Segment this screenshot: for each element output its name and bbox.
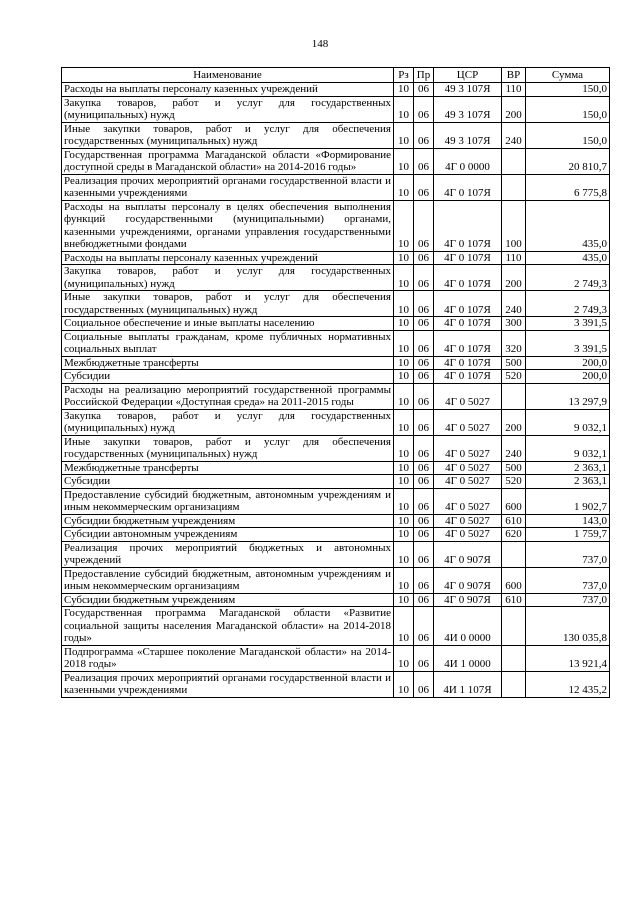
row-sum: 130 035,8 bbox=[526, 607, 610, 646]
page-number: 148 bbox=[311, 38, 329, 50]
row-pr: 06 bbox=[414, 593, 434, 607]
row-vr: 100 bbox=[502, 200, 526, 251]
row-pr: 06 bbox=[414, 370, 434, 384]
row-sum: 150,0 bbox=[526, 96, 610, 122]
row-pr: 06 bbox=[414, 96, 434, 122]
row-pr: 06 bbox=[414, 356, 434, 370]
column-header-csr: ЦСР bbox=[434, 68, 502, 83]
row-vr bbox=[502, 607, 526, 646]
row-name: Расходы на выплаты персоналу в целях обеспечения выполнения функций государственными (муниципальными) органами, казенными учреждениями, органами управления государственными внебюджетными фондами bbox=[62, 200, 394, 251]
row-sum: 3 391,5 bbox=[526, 317, 610, 331]
row-vr: 520 bbox=[502, 370, 526, 384]
row-csr: 4Г 0 907Я bbox=[434, 593, 502, 607]
row-pr: 06 bbox=[414, 461, 434, 475]
table-header-row bbox=[62, 68, 610, 83]
column-header-name: Наименование bbox=[62, 68, 394, 83]
row-vr: 600 bbox=[502, 488, 526, 514]
column-header-pr: Пр bbox=[414, 68, 434, 83]
row-name: Реализация прочих мероприятий органами государственной власти и казенными учреждениями bbox=[62, 671, 394, 697]
row-sum: 2 749,3 bbox=[526, 291, 610, 317]
row-name: Закупка товаров, работ и услуг для государственных (муниципальных) нужд bbox=[62, 265, 394, 291]
table-row bbox=[62, 671, 610, 697]
row-csr: 4Г 0 5027 bbox=[434, 514, 502, 528]
row-sum: 1 902,7 bbox=[526, 488, 610, 514]
table-row bbox=[62, 83, 610, 97]
table-row bbox=[62, 330, 610, 356]
row-rz: 10 bbox=[394, 514, 414, 528]
row-pr: 06 bbox=[414, 383, 434, 409]
row-csr: 4Г 0 5027 bbox=[434, 409, 502, 435]
table-row bbox=[62, 607, 610, 646]
row-rz: 10 bbox=[394, 671, 414, 697]
row-rz: 10 bbox=[394, 435, 414, 461]
table-row bbox=[62, 409, 610, 435]
budget-table bbox=[61, 67, 610, 698]
row-vr: 500 bbox=[502, 356, 526, 370]
table-row bbox=[62, 317, 610, 331]
row-csr: 4Г 0 5027 bbox=[434, 475, 502, 489]
row-rz: 10 bbox=[394, 488, 414, 514]
table-row bbox=[62, 645, 610, 671]
row-csr: 4Г 0 107Я bbox=[434, 200, 502, 251]
row-name: Межбюджетные трансферты bbox=[62, 461, 394, 475]
row-csr: 4Г 0 107Я bbox=[434, 317, 502, 331]
row-pr: 06 bbox=[414, 409, 434, 435]
table-row bbox=[62, 291, 610, 317]
table-row bbox=[62, 200, 610, 251]
table-row bbox=[62, 528, 610, 542]
row-pr: 06 bbox=[414, 645, 434, 671]
table-row bbox=[62, 593, 610, 607]
column-header-rz: Рз bbox=[394, 68, 414, 83]
row-rz: 10 bbox=[394, 330, 414, 356]
row-csr: 49 3 107Я bbox=[434, 96, 502, 122]
row-vr: 610 bbox=[502, 593, 526, 607]
row-pr: 06 bbox=[414, 514, 434, 528]
row-name: Расходы на выплаты персоналу казенных учреждений bbox=[62, 251, 394, 265]
row-pr: 06 bbox=[414, 488, 434, 514]
row-csr: 4Г 0 107Я bbox=[434, 174, 502, 200]
row-csr: 4Г 0 5027 bbox=[434, 383, 502, 409]
row-csr: 4Г 0 5027 bbox=[434, 461, 502, 475]
row-sum: 150,0 bbox=[526, 83, 610, 97]
row-name: Государственная программа Магаданской области «Развитие социальной защиты населения Магаданской области» на 2014-2018 годы» bbox=[62, 607, 394, 646]
row-pr: 06 bbox=[414, 122, 434, 148]
row-name: Межбюджетные трансферты bbox=[62, 356, 394, 370]
row-vr bbox=[502, 148, 526, 174]
row-csr: 4Г 0 107Я bbox=[434, 356, 502, 370]
row-sum: 9 032,1 bbox=[526, 409, 610, 435]
row-rz: 10 bbox=[394, 528, 414, 542]
row-sum: 1 759,7 bbox=[526, 528, 610, 542]
row-csr: 4Г 0 107Я bbox=[434, 330, 502, 356]
row-vr: 520 bbox=[502, 475, 526, 489]
row-csr: 4Г 0 107Я bbox=[434, 251, 502, 265]
row-csr: 4Г 0 907Я bbox=[434, 541, 502, 567]
row-sum: 737,0 bbox=[526, 567, 610, 593]
row-name: Предоставление субсидий бюджетным, автономным учреждениям и иным некоммерческим организациям bbox=[62, 567, 394, 593]
row-rz: 10 bbox=[394, 607, 414, 646]
row-sum: 150,0 bbox=[526, 122, 610, 148]
table-row bbox=[62, 356, 610, 370]
row-csr: 4И 1 107Я bbox=[434, 671, 502, 697]
row-csr: 49 3 107Я bbox=[434, 122, 502, 148]
row-name: Иные закупки товаров, работ и услуг для обеспечения государственных (муниципальных) нужд bbox=[62, 435, 394, 461]
row-vr bbox=[502, 645, 526, 671]
row-pr: 06 bbox=[414, 174, 434, 200]
row-sum: 143,0 bbox=[526, 514, 610, 528]
row-vr: 200 bbox=[502, 96, 526, 122]
row-sum: 13 297,9 bbox=[526, 383, 610, 409]
row-pr: 06 bbox=[414, 83, 434, 97]
row-sum: 435,0 bbox=[526, 251, 610, 265]
table-row bbox=[62, 265, 610, 291]
table-row bbox=[62, 148, 610, 174]
row-rz: 10 bbox=[394, 317, 414, 331]
row-rz: 10 bbox=[394, 541, 414, 567]
row-name: Субсидии бюджетным учреждениям bbox=[62, 514, 394, 528]
row-rz: 10 bbox=[394, 370, 414, 384]
row-sum: 12 435,2 bbox=[526, 671, 610, 697]
row-rz: 10 bbox=[394, 383, 414, 409]
row-rz: 10 bbox=[394, 461, 414, 475]
row-rz: 10 bbox=[394, 200, 414, 251]
row-name: Субсидии автономным учреждениям bbox=[62, 528, 394, 542]
row-rz: 10 bbox=[394, 174, 414, 200]
table-row bbox=[62, 370, 610, 384]
row-pr: 06 bbox=[414, 200, 434, 251]
row-rz: 10 bbox=[394, 265, 414, 291]
row-name: Реализация прочих мероприятий бюджетных и автономных учреждений bbox=[62, 541, 394, 567]
row-rz: 10 bbox=[394, 409, 414, 435]
row-rz: 10 bbox=[394, 291, 414, 317]
row-rz: 10 bbox=[394, 645, 414, 671]
table-row bbox=[62, 461, 610, 475]
row-pr: 06 bbox=[414, 607, 434, 646]
row-csr: 4Г 0 5027 bbox=[434, 488, 502, 514]
row-csr: 4Г 0 5027 bbox=[434, 528, 502, 542]
row-name: Иные закупки товаров, работ и услуг для обеспечения государственных (муниципальных) нужд bbox=[62, 291, 394, 317]
row-sum: 737,0 bbox=[526, 541, 610, 567]
table-row bbox=[62, 567, 610, 593]
row-rz: 10 bbox=[394, 475, 414, 489]
row-rz: 10 bbox=[394, 122, 414, 148]
row-name: Закупка товаров, работ и услуг для государственных (муниципальных) нужд bbox=[62, 96, 394, 122]
row-csr: 4Г 0 107Я bbox=[434, 291, 502, 317]
table-row bbox=[62, 475, 610, 489]
row-csr: 4Г 0 0000 bbox=[434, 148, 502, 174]
table-row bbox=[62, 514, 610, 528]
row-rz: 10 bbox=[394, 593, 414, 607]
row-sum: 3 391,5 bbox=[526, 330, 610, 356]
row-pr: 06 bbox=[414, 251, 434, 265]
row-name: Реализация прочих мероприятий органами государственной власти и казенными учреждениями bbox=[62, 174, 394, 200]
row-sum: 20 810,7 bbox=[526, 148, 610, 174]
column-header-sum: Сумма bbox=[526, 68, 610, 83]
row-sum: 2 363,1 bbox=[526, 475, 610, 489]
row-name: Субсидии bbox=[62, 475, 394, 489]
table-row bbox=[62, 174, 610, 200]
row-rz: 10 bbox=[394, 148, 414, 174]
row-csr: 4Г 0 107Я bbox=[434, 370, 502, 384]
row-vr: 240 bbox=[502, 122, 526, 148]
row-vr: 200 bbox=[502, 265, 526, 291]
row-csr: 4Г 0 107Я bbox=[434, 265, 502, 291]
row-name: Расходы на реализацию мероприятий государственной программы Российской Федерации «Доступная среда» на 2011-2015 годы bbox=[62, 383, 394, 409]
row-name: Иные закупки товаров, работ и услуг для обеспечения государственных (муниципальных) нужд bbox=[62, 122, 394, 148]
table-row bbox=[62, 96, 610, 122]
row-vr bbox=[502, 174, 526, 200]
row-vr: 300 bbox=[502, 317, 526, 331]
row-pr: 06 bbox=[414, 528, 434, 542]
row-csr: 4И 0 0000 bbox=[434, 607, 502, 646]
table-row bbox=[62, 383, 610, 409]
row-vr: 500 bbox=[502, 461, 526, 475]
row-name: Расходы на выплаты персоналу казенных учреждений bbox=[62, 83, 394, 97]
row-rz: 10 bbox=[394, 356, 414, 370]
row-sum: 200,0 bbox=[526, 356, 610, 370]
row-pr: 06 bbox=[414, 435, 434, 461]
row-csr: 4Г 0 907Я bbox=[434, 567, 502, 593]
row-pr: 06 bbox=[414, 317, 434, 331]
row-vr bbox=[502, 383, 526, 409]
row-sum: 6 775,8 bbox=[526, 174, 610, 200]
row-sum: 200,0 bbox=[526, 370, 610, 384]
row-sum: 737,0 bbox=[526, 593, 610, 607]
row-vr bbox=[502, 541, 526, 567]
row-rz: 10 bbox=[394, 96, 414, 122]
row-name: Субсидии бюджетным учреждениям bbox=[62, 593, 394, 607]
row-csr: 4Г 0 5027 bbox=[434, 435, 502, 461]
table-row bbox=[62, 435, 610, 461]
row-vr: 320 bbox=[502, 330, 526, 356]
row-pr: 06 bbox=[414, 541, 434, 567]
row-vr: 620 bbox=[502, 528, 526, 542]
row-name: Закупка товаров, работ и услуг для государственных (муниципальных) нужд bbox=[62, 409, 394, 435]
row-pr: 06 bbox=[414, 148, 434, 174]
row-pr: 06 bbox=[414, 291, 434, 317]
row-name: Социальные выплаты гражданам, кроме публичных нормативных социальных выплат bbox=[62, 330, 394, 356]
row-rz: 10 bbox=[394, 567, 414, 593]
row-sum: 435,0 bbox=[526, 200, 610, 251]
row-vr: 240 bbox=[502, 435, 526, 461]
row-csr: 4И 1 0000 bbox=[434, 645, 502, 671]
row-name: Субсидии bbox=[62, 370, 394, 384]
table-body bbox=[62, 83, 610, 698]
row-csr: 49 3 107Я bbox=[434, 83, 502, 97]
row-pr: 06 bbox=[414, 567, 434, 593]
row-vr bbox=[502, 671, 526, 697]
table-row bbox=[62, 251, 610, 265]
row-pr: 06 bbox=[414, 330, 434, 356]
table-row bbox=[62, 488, 610, 514]
row-pr: 06 bbox=[414, 671, 434, 697]
row-vr: 110 bbox=[502, 251, 526, 265]
row-sum: 9 032,1 bbox=[526, 435, 610, 461]
row-vr: 240 bbox=[502, 291, 526, 317]
row-name: Предоставление субсидий бюджетным, автономным учреждениям и иным некоммерческим организациям bbox=[62, 488, 394, 514]
row-name: Социальное обеспечение и иные выплаты населению bbox=[62, 317, 394, 331]
table-row bbox=[62, 122, 610, 148]
row-vr: 600 bbox=[502, 567, 526, 593]
row-vr: 110 bbox=[502, 83, 526, 97]
row-rz: 10 bbox=[394, 83, 414, 97]
row-sum: 2 749,3 bbox=[526, 265, 610, 291]
row-rz: 10 bbox=[394, 251, 414, 265]
row-vr: 610 bbox=[502, 514, 526, 528]
column-header-vr: ВР bbox=[502, 68, 526, 83]
row-name: Подпрограмма «Старшее поколение Магаданской области» на 2014-2018 годы» bbox=[62, 645, 394, 671]
row-name: Государственная программа Магаданской области «Формирование доступной среды в Магаданской области» на 2014-2016 годы» bbox=[62, 148, 394, 174]
table-row bbox=[62, 541, 610, 567]
row-pr: 06 bbox=[414, 475, 434, 489]
row-pr: 06 bbox=[414, 265, 434, 291]
row-vr: 200 bbox=[502, 409, 526, 435]
row-sum: 2 363,1 bbox=[526, 461, 610, 475]
row-sum: 13 921,4 bbox=[526, 645, 610, 671]
